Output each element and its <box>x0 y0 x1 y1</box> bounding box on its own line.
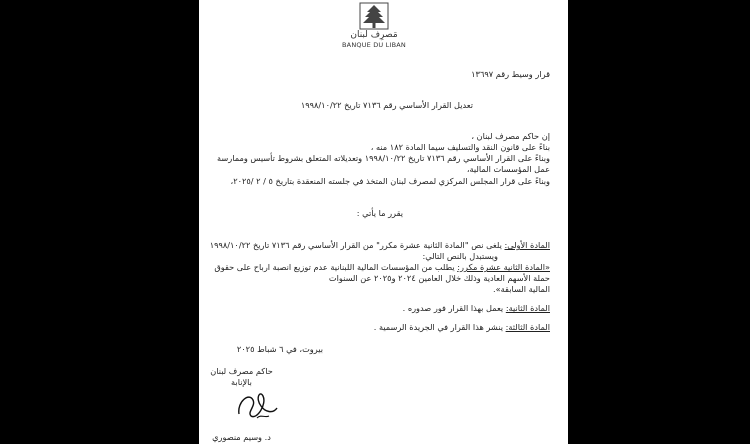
signature-icon <box>227 384 287 424</box>
article-2-text: يعمل بهذا القرار فور صدوره . <box>402 303 504 313</box>
article-1-quote-line-1 <box>214 262 550 272</box>
date-line: بيروت، في ٦ شباط ٢٠٢٥ <box>236 344 323 354</box>
article-1 <box>210 240 550 250</box>
preamble-line-1: إن حاكم مصرف لبنان ، <box>471 131 550 141</box>
article-1-quote-label: «المادة الثانية عشرة مكرر: <box>457 262 550 272</box>
decision-number: قرار وسيط رقم ١٣٦٩٧ <box>471 69 550 79</box>
signatory-title: حاكم مصرف لبنان <box>210 366 273 376</box>
article-1-label: المادة الأولى: <box>504 240 550 250</box>
logo-arabic-text: مَصرِف لبنان <box>350 30 398 40</box>
preamble-line-3: وبناءً على القرار الأساسي رقم ٧١٣٦ تاريخ ١٩٩٨/١٠/٢٢ وتعديلاته المتعلق بشروط تأسيس وممارسة <box>217 153 550 163</box>
article-1-quote-text: يطلب من المؤسسات المالية اللبنانية عدم توزيع انصبة ارباح على حقوق <box>214 262 455 272</box>
article-3 <box>374 322 550 332</box>
article-3-label: المادة الثالثة: <box>505 322 550 332</box>
article-1-text: يلغى نص "المادة الثانية عشرة مكرر" من القرار الأساسي رقم ٧١٣٦ تاريخ ١٩٩٨/١٠/٢٢ <box>209 240 502 250</box>
article-1-line-2: ويستبدل بالنص التالي: <box>422 251 498 261</box>
preamble-line-5: وبناءً على قرار المجلس المركزي لمصرف لبنان المتخذ في جلسته المنعقدة بتاريخ ٥ / ٢ /٢٠٢٥، <box>230 176 550 186</box>
article-2-label: المادة الثانية: <box>505 303 550 313</box>
article-2 <box>403 303 550 313</box>
article-3-text: ينشر هذا القرار في الجريدة الرسمية . <box>373 322 503 332</box>
decision-subject: تعديل القرار الأساسي رقم ٧١٣٦ تاريخ ١٩٩٨/١٠/٢٢ <box>300 100 473 110</box>
signatory-acting: بالإنابة <box>231 377 252 387</box>
article-1-quote-line-2: حملة الأسهم العادية وذلك خلال العامين ٢٠٢٤ و٢٠٢٥ عن السنوات <box>328 273 550 283</box>
preamble-line-2: بناءً على قانون النقد والتسليف سيما المادة ١٨٢ منه ، <box>370 142 550 152</box>
logo-french-text: BANQUE DU LIBAN <box>342 41 406 49</box>
article-1-quote-line-3: المالية السابقة». <box>493 284 550 294</box>
decides-heading: يقرر ما يأتي : <box>356 208 403 218</box>
cedar-logo-icon <box>359 2 389 30</box>
preamble-line-4: عمل المؤسسات المالية، <box>466 164 550 174</box>
document-page <box>199 0 568 444</box>
signatory-name: د. وسيم منصوري <box>212 432 271 442</box>
